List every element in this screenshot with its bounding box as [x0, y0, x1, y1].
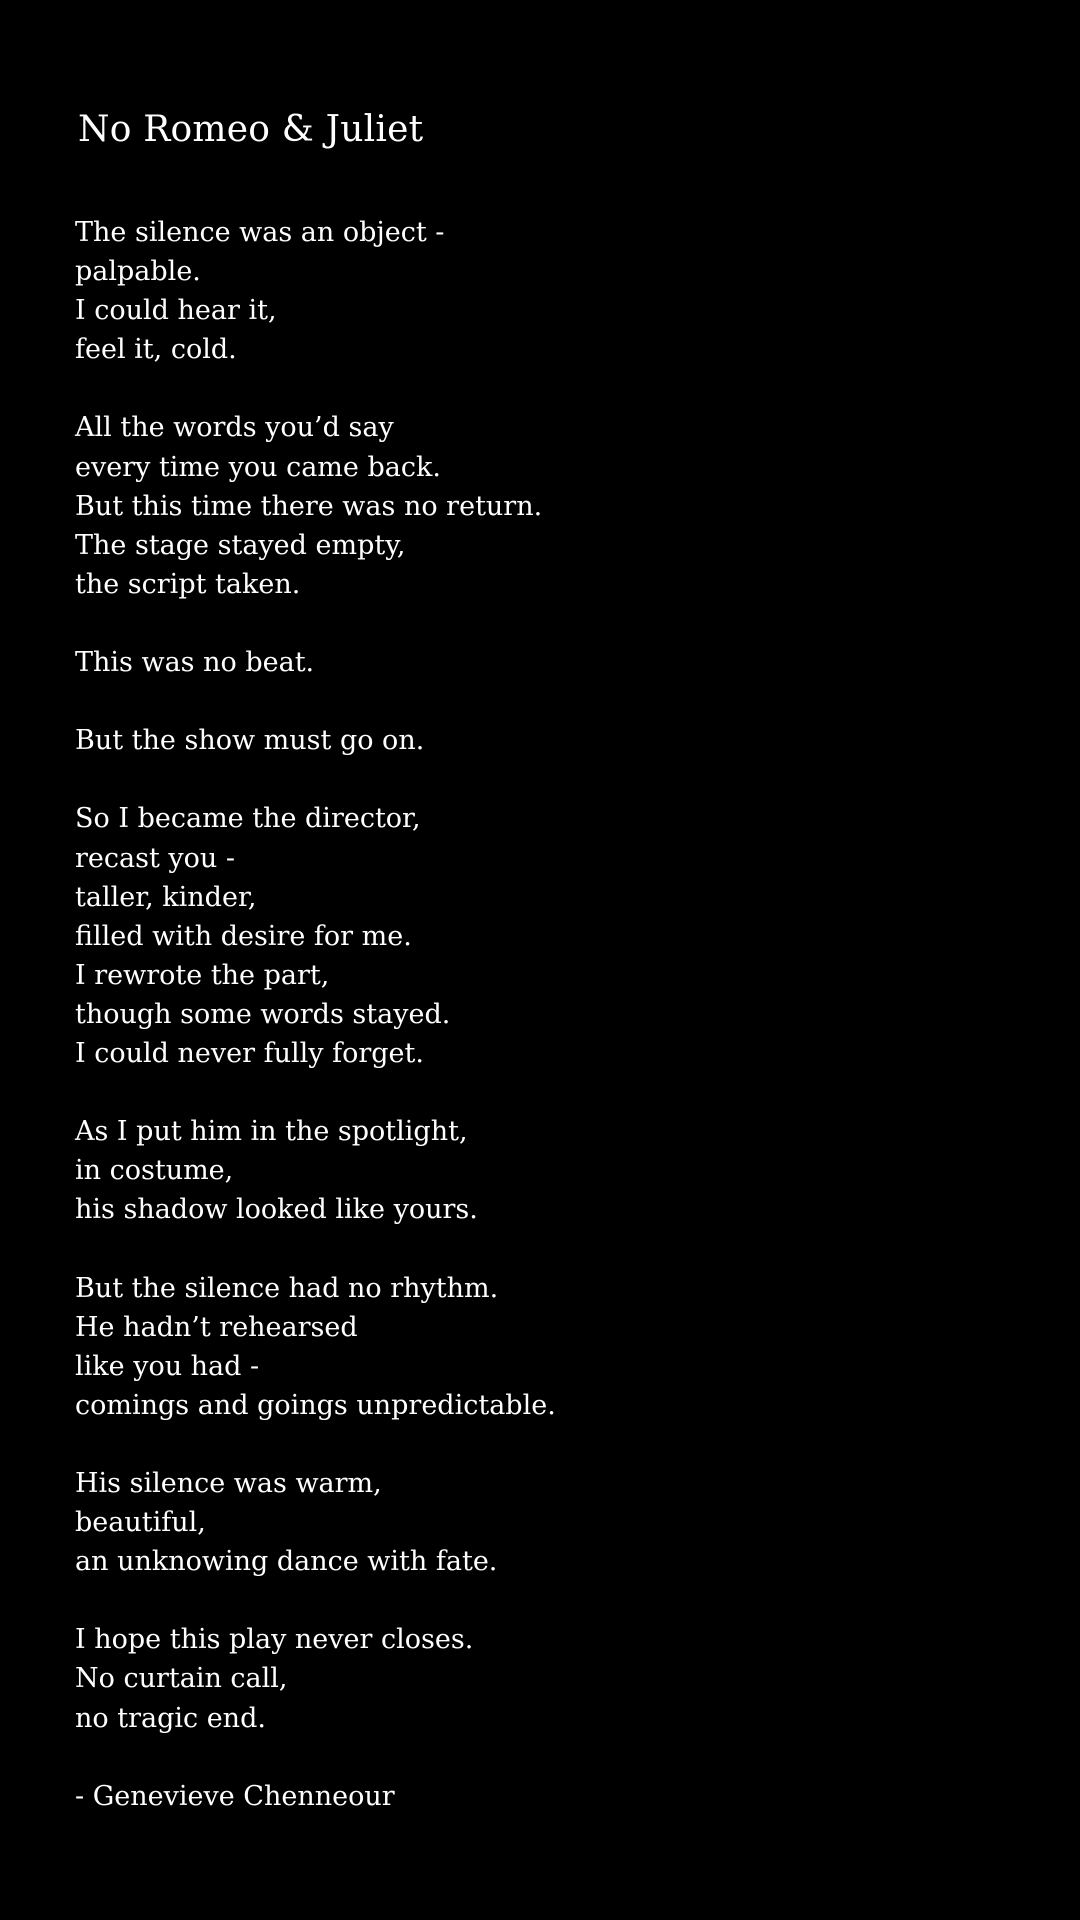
poem-line: recast you -: [75, 842, 235, 874]
poem-line: I could hear it,: [75, 295, 277, 327]
poem-line: But this time there was no return.: [75, 490, 543, 522]
stanza: [75, 408, 1015, 603]
stanza: [75, 643, 1015, 682]
poem-line: No curtain call,: [75, 1663, 288, 1695]
poem-line: filled with desire for me.: [75, 920, 412, 952]
poem-title: No Romeo & Juliet: [78, 109, 424, 150]
poem-line: As I put him in the spotlight,: [75, 1116, 468, 1148]
poem-line: The silence was an object -: [75, 217, 445, 248]
poem-line: every time you came back.: [75, 451, 441, 483]
poem-line: comings and goings unpredictable.: [75, 1389, 556, 1421]
poem-body: [75, 213, 1015, 1816]
stanza: [75, 1464, 1015, 1581]
poem-line: though some words stayed.: [75, 998, 451, 1030]
poem-line: His silence was warm,: [75, 1468, 382, 1499]
poem-line: But the silence had no rhythm.: [75, 1272, 499, 1304]
poem-line: I rewrote the part,: [75, 959, 330, 991]
stanza: [75, 1620, 1015, 1737]
stanza: [75, 1269, 1015, 1425]
poem-line: an unknowing dance with fate.: [75, 1546, 498, 1578]
poem-line: But the show must go on.: [75, 725, 425, 757]
stanza: [75, 1112, 1015, 1229]
stanza: [75, 799, 1015, 1073]
poem-line: This was no beat.: [75, 647, 315, 679]
poem-line: feel it, cold.: [75, 334, 237, 366]
poem-line: beautiful,: [75, 1507, 206, 1539]
poem-line: like you had -: [75, 1350, 260, 1382]
poem-line: He hadn’t rehearsed: [75, 1311, 358, 1343]
poem-line: the script taken.: [75, 568, 301, 600]
poem-line: So I became the director,: [75, 803, 421, 835]
poem-line: The stage stayed empty,: [75, 529, 406, 561]
poem-line: in costume,: [75, 1155, 234, 1187]
poem-line: no tragic end.: [75, 1702, 266, 1734]
stanza: [75, 721, 1015, 760]
stanza: [75, 213, 1015, 369]
poem-line: All the words you’d say: [75, 412, 394, 444]
poem-line: I hope this play never closes.: [75, 1624, 474, 1656]
poem-line: I could never fully forget.: [75, 1037, 424, 1069]
poem-line: palpable.: [75, 256, 201, 288]
poem-line: taller, kinder,: [75, 881, 257, 913]
author-signature: - Genevieve Chenneour: [75, 1780, 395, 1812]
poem-line: his shadow looked like yours.: [75, 1194, 478, 1226]
